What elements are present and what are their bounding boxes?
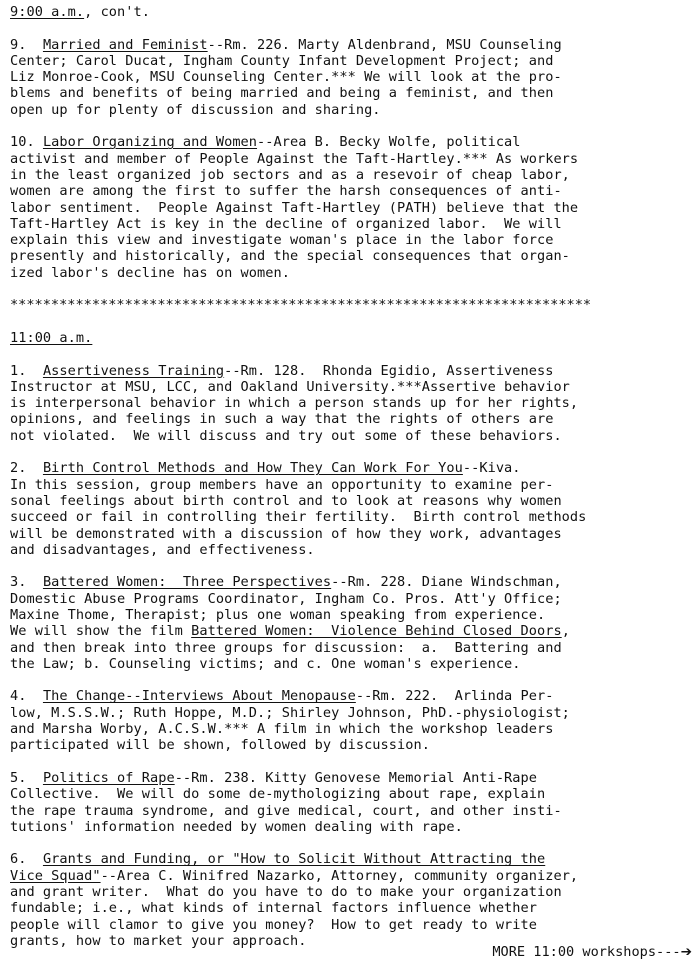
- workshop-title-cont: Vice Squad": [10, 867, 101, 884]
- more-label: MORE 11:00 workshops---: [492, 944, 681, 960]
- workshop-line: succeed or fail in controlling their fertility. Birth control methods: [10, 509, 587, 526]
- item-number: 3.: [10, 574, 43, 591]
- workshop-line: ,: [561, 623, 570, 640]
- separator-line: ***********************************************************************: [10, 297, 592, 314]
- workshop-1: [10, 363, 694, 444]
- item-number: 2.: [10, 460, 43, 477]
- workshop-line: --Area C. Winifred Nazarko, Attorney, community organizer,: [100, 867, 579, 884]
- time-header-900: [10, 4, 694, 20]
- workshop-line: --Rm. 226. Marty Aldenbrand, MSU Counseling: [207, 36, 562, 53]
- document-page: [10, 4, 694, 966]
- film-title: Battered Women: Violence Behind Closed Doors: [191, 623, 562, 640]
- workshop-line: --Area B. Becky Wolfe, political: [257, 134, 521, 151]
- item-number: 10.: [10, 134, 43, 151]
- time-header-1100: [10, 330, 694, 346]
- workshop-line: fundable; i.e., what kinds of internal factors influence whether: [10, 900, 537, 917]
- workshop-line: in the least organized job sectors and as a resevoir of cheap labor,: [10, 166, 570, 183]
- workshop-line: and Marsha Worby, A.C.S.W.*** A film in which the workshop leaders: [10, 721, 554, 738]
- item-number: 9.: [10, 36, 43, 53]
- workshop-line: --Rm. 128. Rhonda Egidio, Assertiveness: [224, 362, 554, 379]
- time-label: 9:00 a.m.: [10, 4, 85, 20]
- workshop-line: activist and member of People Against the Taft-Hartley.*** As workers: [10, 150, 579, 167]
- workshop-line: explain this view and investigate woman's place in the labor force: [10, 232, 554, 249]
- workshop-line: Center; Carol Ducat, Ingham County Infant Development Project; and: [10, 52, 554, 69]
- workshop-line: labor sentiment. People Against Taft-Hartley (PATH) believe that the: [10, 199, 579, 216]
- more-workshops-note: [492, 944, 692, 960]
- workshop-line: participated will be shown, followed by discussion.: [10, 737, 430, 754]
- workshop-line: and then break into three groups for discussion: a. Battering and: [10, 639, 562, 656]
- right-arrow-icon: ➔: [680, 944, 692, 960]
- workshop-line: --Rm. 222. Arlinda Per-: [355, 688, 554, 705]
- workshop-line: In this session, group members have an opportunity to examine per-: [10, 476, 554, 493]
- workshop-line: will be demonstrated with a discussion of how they work, advantages: [10, 525, 562, 542]
- workshop-line: the rape trauma syndrome, and give medical, court, and other insti-: [10, 802, 562, 819]
- workshop-10: [10, 134, 694, 281]
- workshop-line: the Law; b. Counseling victims; and c. One woman's experience.: [10, 655, 521, 672]
- workshop-line: Maxine Thome, Therapist; plus one woman speaking from experience.: [10, 606, 546, 623]
- item-number: 6.: [10, 851, 43, 868]
- workshop-9: [10, 37, 694, 118]
- workshop-line: blems and benefits of being married and being a feminist, and then: [10, 85, 554, 102]
- workshop-6: [10, 851, 694, 949]
- workshop-line: Taft-Hartley Act is key in the decline of organized labor. We will: [10, 215, 562, 232]
- item-number: 4.: [10, 688, 43, 705]
- workshop-line: and disadvantages, and effectiveness.: [10, 541, 315, 558]
- workshop-4: [10, 688, 694, 753]
- workshop-title: Politics of Rape: [42, 769, 175, 786]
- workshop-line: and grant writer. What do you have to do to make your organization: [10, 884, 562, 901]
- workshop-title: The Change--Interviews About Menopause: [42, 688, 356, 705]
- workshop-title: Grants and Funding, or "How to Solicit Without Attracting the: [42, 851, 546, 868]
- workshop-line: is interpersonal behavior in which a person stands up for her rights,: [10, 395, 579, 412]
- workshop-title: Labor Organizing and Women: [42, 134, 258, 151]
- workshop-line: people will clamor to give you money? How to get ready to write: [10, 916, 537, 933]
- workshop-line: --Rm. 238. Kitty Genovese Memorial Anti-Rape: [174, 769, 537, 786]
- workshop-line: women are among the first to suffer the harsh consequences of anti-: [10, 183, 562, 200]
- workshop-line: low, M.S.S.W.; Ruth Hoppe, M.D.; Shirley Johnson, PhD.-physiologist;: [10, 704, 570, 721]
- workshop-line: We will show the film: [10, 623, 192, 640]
- workshop-line: sonal feelings about birth control and to look at reasons why women: [10, 492, 562, 509]
- workshop-title: Assertiveness Training: [42, 362, 225, 379]
- workshop-line: ized labor's decline has on women.: [10, 264, 290, 281]
- workshop-line: tutions' information needed by women dealing with rape.: [10, 818, 463, 835]
- workshop-5: [10, 770, 694, 835]
- time-label: 11:00 a.m.: [10, 329, 93, 346]
- workshop-line: Instructor at MSU, LCC, and Oakland University.***Assertive behavior: [10, 378, 570, 395]
- workshop-line: Collective. We will do some de-mythologizing about rape, explain: [10, 786, 546, 803]
- workshop-line: grants, how to market your approach.: [10, 932, 307, 949]
- item-number: 5.: [10, 769, 43, 786]
- workshop-3: [10, 574, 694, 672]
- workshop-2: [10, 460, 694, 558]
- workshop-title: Birth Control Methods and How They Can Work For You: [42, 460, 463, 477]
- workshop-title: Married and Feminist: [42, 36, 208, 53]
- workshop-line: Domestic Abuse Programs Coordinator, Ingham Co. Pros. Att'y Office;: [10, 590, 562, 607]
- workshop-line: opinions, and feelings in such a way that the rights of others are: [10, 411, 554, 428]
- workshop-line: presently and historically, and the special consequences that organ-: [10, 248, 570, 265]
- time-suffix: , con't.: [84, 4, 150, 20]
- workshop-line: Liz Monroe-Cook, MSU Counseling Center.*** We will look at the pro-: [10, 69, 562, 86]
- workshop-line: --Kiva.: [462, 460, 521, 477]
- item-number: 1.: [10, 362, 43, 379]
- workshop-line: --Rm. 228. Diane Windschman,: [331, 574, 562, 591]
- workshop-title: Battered Women: Three Perspectives: [42, 574, 332, 591]
- workshop-line: open up for plenty of discussion and sharing.: [10, 101, 381, 118]
- workshop-line: not violated. We will discuss and try out some of these behaviors.: [10, 427, 562, 444]
